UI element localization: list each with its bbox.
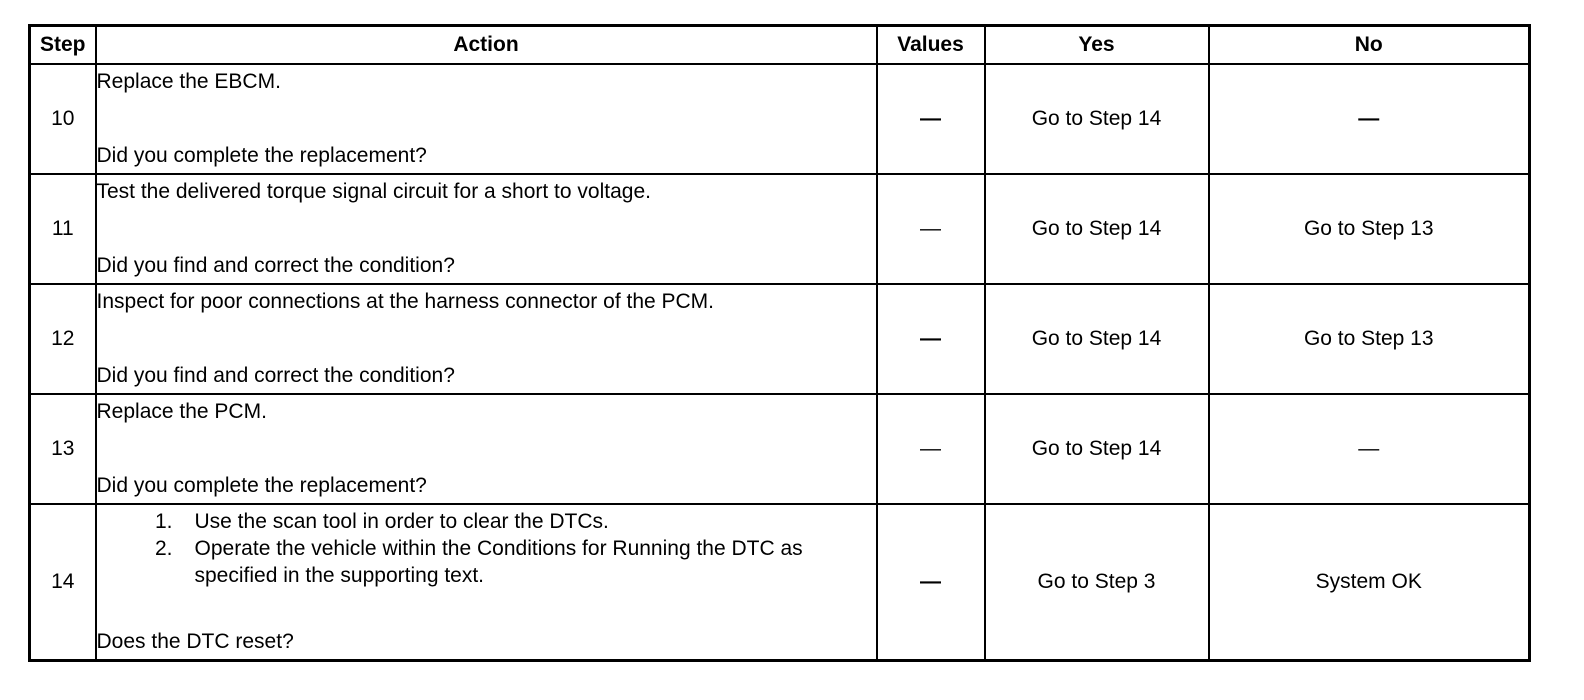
- step-number: 11: [30, 174, 96, 284]
- action-question: Did you complete the replacement?: [96, 474, 427, 497]
- action-question: Did you find and correct the condition?: [96, 254, 455, 277]
- list-item: [97, 508, 876, 535]
- yes-cell: Go to Step 14: [985, 394, 1209, 504]
- action-instruction: Replace the EBCM.: [96, 70, 281, 93]
- action-question: Did you complete the replacement?: [96, 144, 427, 167]
- values-cell: —: [877, 64, 985, 174]
- action-instruction: Inspect for poor connections at the harness connector of the PCM.: [96, 290, 715, 313]
- action-question: Does the DTC reset?: [96, 630, 294, 653]
- no-cell: System OK: [1209, 504, 1530, 661]
- table-row: [30, 174, 1530, 284]
- header-action: Action: [96, 26, 877, 65]
- step-number: 14: [30, 504, 96, 661]
- action-cell: [96, 284, 877, 394]
- substep-number: 2.: [154, 537, 173, 560]
- values-cell: —: [877, 284, 985, 394]
- action-question: Did you find and correct the condition?: [96, 364, 455, 387]
- header-step: Step: [30, 26, 96, 65]
- action-cell: [96, 504, 877, 661]
- substep-text: Operate the vehicle within the Conditions for Running the DTC as specified in the supporting text.: [194, 537, 803, 587]
- values-cell: —: [877, 394, 985, 504]
- action-instruction: Replace the PCM.: [96, 400, 267, 423]
- header-no: No: [1209, 26, 1530, 65]
- table-row: [30, 284, 1530, 394]
- header-values: Values: [877, 26, 985, 65]
- header-row: [30, 26, 1530, 65]
- yes-cell: Go to Step 14: [985, 284, 1209, 394]
- action-cell: [96, 64, 877, 174]
- substep-list: [97, 508, 876, 589]
- yes-cell: Go to Step 14: [985, 174, 1209, 284]
- no-cell: Go to Step 13: [1209, 174, 1530, 284]
- step-number: 13: [30, 394, 96, 504]
- list-item: [97, 535, 876, 589]
- no-cell: —: [1209, 394, 1530, 504]
- header-yes: Yes: [985, 26, 1209, 65]
- table-row: [30, 504, 1530, 661]
- yes-cell: Go to Step 3: [985, 504, 1209, 661]
- diagnostic-table: [28, 24, 1531, 662]
- substep-number: 1.: [154, 510, 173, 533]
- no-cell: Go to Step 13: [1209, 284, 1530, 394]
- action-instruction: Test the delivered torque signal circuit for a short to voltage.: [96, 180, 651, 203]
- action-cell: [96, 394, 877, 504]
- step-number: 10: [30, 64, 96, 174]
- table-row: [30, 394, 1530, 504]
- yes-cell: Go to Step 14: [985, 64, 1209, 174]
- action-cell: [96, 174, 877, 284]
- table-row: [30, 64, 1530, 174]
- values-cell: —: [877, 504, 985, 661]
- step-number: 12: [30, 284, 96, 394]
- substep-text: Use the scan tool in order to clear the DTCs.: [194, 510, 609, 533]
- values-cell: —: [877, 174, 985, 284]
- no-cell: —: [1209, 64, 1530, 174]
